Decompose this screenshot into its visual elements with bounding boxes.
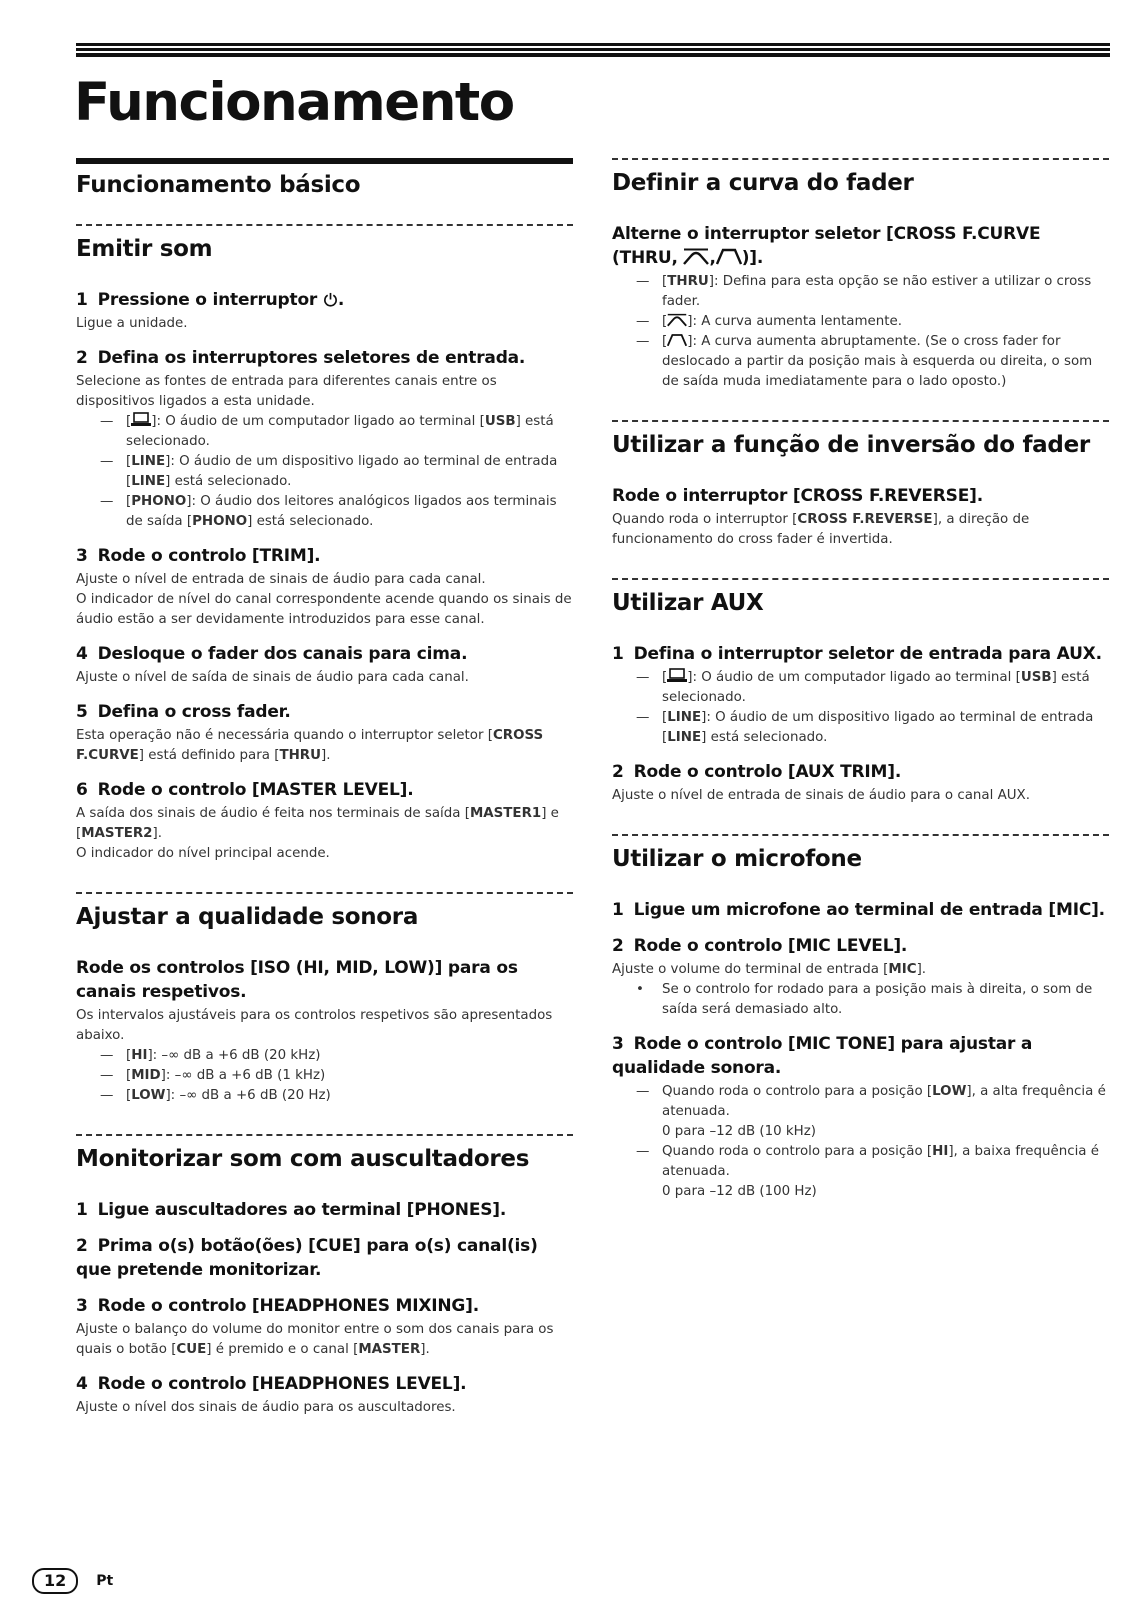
step-title: Defina os interruptores seletores de entrada.: [97, 348, 526, 368]
dashed-divider: [76, 892, 573, 894]
computer-icon: [667, 668, 687, 683]
subsection-title-emit-sound: Emitir som: [76, 236, 213, 262]
section-title-basic: Funcionamento básico: [76, 172, 361, 198]
step-title: Defina o interruptor seletor de entrada para AUX.: [633, 644, 1102, 664]
step-number: 1: [76, 290, 88, 310]
section-title-fader-curve: Definir a curva do fader: [612, 170, 914, 196]
step-body: Ajuste o nível de entrada de sinais de áudio para o canal AUX.: [612, 788, 1030, 803]
step-number: 1: [612, 644, 624, 664]
list-item: — [PHONO]: O áudio dos leitores analógicos ligados aos terminais de saída [PHONO] está selecionado.: [100, 492, 573, 532]
mic-note-list: [612, 980, 1109, 1020]
step-body: Quando roda o interruptor [CROSS F.REVERSE], a direção de funcionamento do cross fader é invertida.: [612, 512, 1030, 547]
step-title: Rode o controlo [HEADPHONES LEVEL].: [97, 1374, 467, 1394]
page-number: 12: [32, 1568, 78, 1594]
step-number: 3: [76, 1296, 88, 1316]
aux-options-list: [612, 668, 1109, 748]
list-item: — [THRU]: Defina para esta opção se não estiver a utilizar o cross fader.: [636, 272, 1109, 312]
step-title: Rode o controlo [MIC TONE] para ajustar a qualidade sonora.: [612, 1034, 1033, 1078]
step-body: Selecione as fontes de entrada para diferentes canais entre os dispositivos ligados a esta unidade.: [76, 374, 497, 409]
list-item: — [ ]: A curva aumenta abruptamente. (Se o cross fader for deslocado a partir da posição mais à esquerda ou direita, o som de saída muda imediatamente para o lado oposto.): [636, 332, 1109, 392]
sharp-curve-icon: [716, 248, 742, 265]
step-number: 2: [76, 348, 88, 368]
step-heading: [76, 956, 573, 1004]
step-number: 2: [76, 1236, 88, 1256]
section-title-sound-quality: Ajustar a qualidade sonora: [76, 904, 419, 930]
step-heading: [76, 544, 573, 568]
step-number: 1: [612, 900, 624, 920]
step-number: 5: [76, 702, 88, 722]
power-icon: [323, 292, 338, 307]
list-item: — [LINE]: O áudio de um dispositivo ligado ao terminal de entrada [LINE] está selecionado.: [100, 452, 573, 492]
section-title-microphone: Utilizar o microfone: [612, 846, 862, 872]
computer-icon: [131, 412, 151, 427]
step-title: Rode o controlo [HEADPHONES MIXING].: [97, 1296, 480, 1316]
step-body: Ajuste o nível de entrada de sinais de áudio para cada canal.: [76, 572, 486, 587]
step-body: A saída dos sinais de áudio é feita nos terminais de saída [MASTER1] e [MASTER2].: [76, 806, 559, 841]
step-body: Os intervalos ajustáveis para os controlos respetivos são apresentados abaixo.: [76, 1008, 553, 1043]
step-heading: Alterne o interruptor seletor [CROSS F.CURVE (THRU, , )].: [612, 224, 1041, 268]
step-number: 4: [76, 1374, 88, 1394]
section-rule: [76, 158, 573, 164]
step-heading: [612, 934, 1109, 958]
step-body: Ajuste o balanço do volume do monitor entre o som dos canais para os quais o botão [CUE] é premido e o canal [MASTER].: [76, 1322, 554, 1357]
list-item: — [ ]: A curva aumenta lentamente.: [636, 312, 1109, 332]
list-item: • Se o controlo for rodado para a posição mais à direita, o som de saída será demasiado alto.: [636, 980, 1109, 1020]
dashed-divider: [76, 224, 573, 226]
step-heading: [76, 778, 573, 802]
step-number: 2: [612, 762, 624, 782]
list-item: — [LOW]: –∞ dB a +6 dB (20 Hz): [100, 1086, 573, 1106]
sharp-curve-icon: [667, 333, 687, 347]
step-title: Rode o interruptor [CROSS F.REVERSE].: [612, 486, 983, 506]
slow-curve-icon: [667, 313, 687, 327]
step-title: Rode o controlo [TRIM].: [97, 546, 321, 566]
step-title: Pressione o interruptor: [97, 290, 318, 310]
step-body: Ajuste o nível dos sinais de áudio para os auscultadores.: [76, 1400, 456, 1415]
step-number: 4: [76, 644, 88, 664]
step-number: 1: [76, 1200, 88, 1220]
right-column: [612, 158, 1109, 1202]
dashed-divider: [612, 834, 1109, 836]
step-body: Ligue a unidade.: [76, 316, 188, 331]
left-column: [76, 158, 573, 1418]
step-title: Prima o(s) botão(ões) [CUE] para o(s) canal(is) que pretende monitorizar.: [76, 1236, 538, 1280]
step-number: 2: [612, 936, 624, 956]
page-footer: [32, 1568, 113, 1594]
step-number: 3: [76, 546, 88, 566]
list-item: — Quando roda o controlo para a posição [HI], a baixa frequência é atenuada. 0 para –12 dB (100 Hz): [636, 1142, 1109, 1202]
step-heading: 1 Pressione o interruptor .: [76, 290, 345, 310]
step-title: Defina o cross fader.: [97, 702, 291, 722]
step-title: Rode o controlo [MIC LEVEL].: [633, 936, 908, 956]
step-heading: [612, 898, 1109, 922]
list-item: — [ ]: O áudio de um computador ligado ao terminal [USB] está selecionado.: [636, 668, 1109, 708]
step-heading: [76, 1372, 573, 1396]
language-code: Pt: [96, 1573, 114, 1589]
section-title-aux: Utilizar AUX: [612, 590, 764, 616]
step-title: Rode os controlos [ISO (HI, MID, LOW)] para os canais respetivos.: [76, 958, 518, 1002]
section-title-headphones: Monitorizar som com auscultadores: [76, 1146, 530, 1172]
step-title: Ligue um microfone ao terminal de entrada [MIC].: [633, 900, 1105, 920]
step-heading: [76, 1198, 573, 1222]
step-heading: [612, 760, 1109, 784]
step-number: 6: [76, 780, 88, 800]
step-heading: [612, 484, 1109, 508]
step-number: 3: [612, 1034, 624, 1054]
step-heading: [76, 1294, 573, 1318]
list-item: — Quando roda o controlo para a posição [LOW], a alta frequência é atenuada. 0 para –12 dB (10 kHz): [636, 1082, 1109, 1142]
step-heading: [76, 1234, 573, 1282]
header-rule: [76, 43, 1110, 59]
iso-ranges-list: [76, 1046, 573, 1106]
curve-options-list: [612, 272, 1109, 392]
mic-tone-list: [612, 1082, 1109, 1202]
step-body: O indicador de nível do canal correspondente acende quando os sinais de áudio estão a ser devidamente introduzidos para esse canal.: [76, 592, 572, 627]
step-title: Rode o controlo [AUX TRIM].: [633, 762, 902, 782]
step-heading: [76, 642, 573, 666]
step-body: Esta operação não é necessária quando o interruptor seletor [CROSS F.CURVE] está definido para [THRU].: [76, 728, 544, 763]
step-title: Desloque o fader dos canais para cima.: [97, 644, 468, 664]
slow-curve-icon: [683, 248, 709, 265]
chapter-title: Funcionamento: [74, 72, 514, 133]
list-item: — [LINE]: O áudio de um dispositivo ligado ao terminal de entrada [LINE] está selecionado.: [636, 708, 1109, 748]
step-body: O indicador do nível principal acende.: [76, 846, 330, 861]
step-body: Ajuste o nível de saída de sinais de áudio para cada canal.: [76, 670, 469, 685]
list-item: — [MID]: –∞ dB a +6 dB (1 kHz): [100, 1066, 573, 1086]
dashed-divider: [76, 1134, 573, 1136]
step-heading: [76, 700, 573, 724]
step-title: Rode o controlo [MASTER LEVEL].: [97, 780, 414, 800]
dashed-divider: [612, 158, 1109, 160]
dashed-divider: [612, 578, 1109, 580]
step-body: Ajuste o volume do terminal de entrada [MIC].: [612, 962, 927, 977]
step-heading: [612, 642, 1109, 666]
dashed-divider: [612, 420, 1109, 422]
step-heading: [612, 1032, 1109, 1080]
input-options-list: [76, 412, 573, 532]
section-title-fader-reverse: Utilizar a função de inversão do fader: [612, 432, 1090, 458]
list-item: — [HI]: –∞ dB a +6 dB (20 kHz): [100, 1046, 573, 1066]
step-title: Ligue auscultadores ao terminal [PHONES].: [97, 1200, 507, 1220]
list-item: — [ ]: O áudio de um computador ligado ao terminal [USB] está selecionado.: [100, 412, 573, 452]
step-heading: [76, 346, 573, 370]
